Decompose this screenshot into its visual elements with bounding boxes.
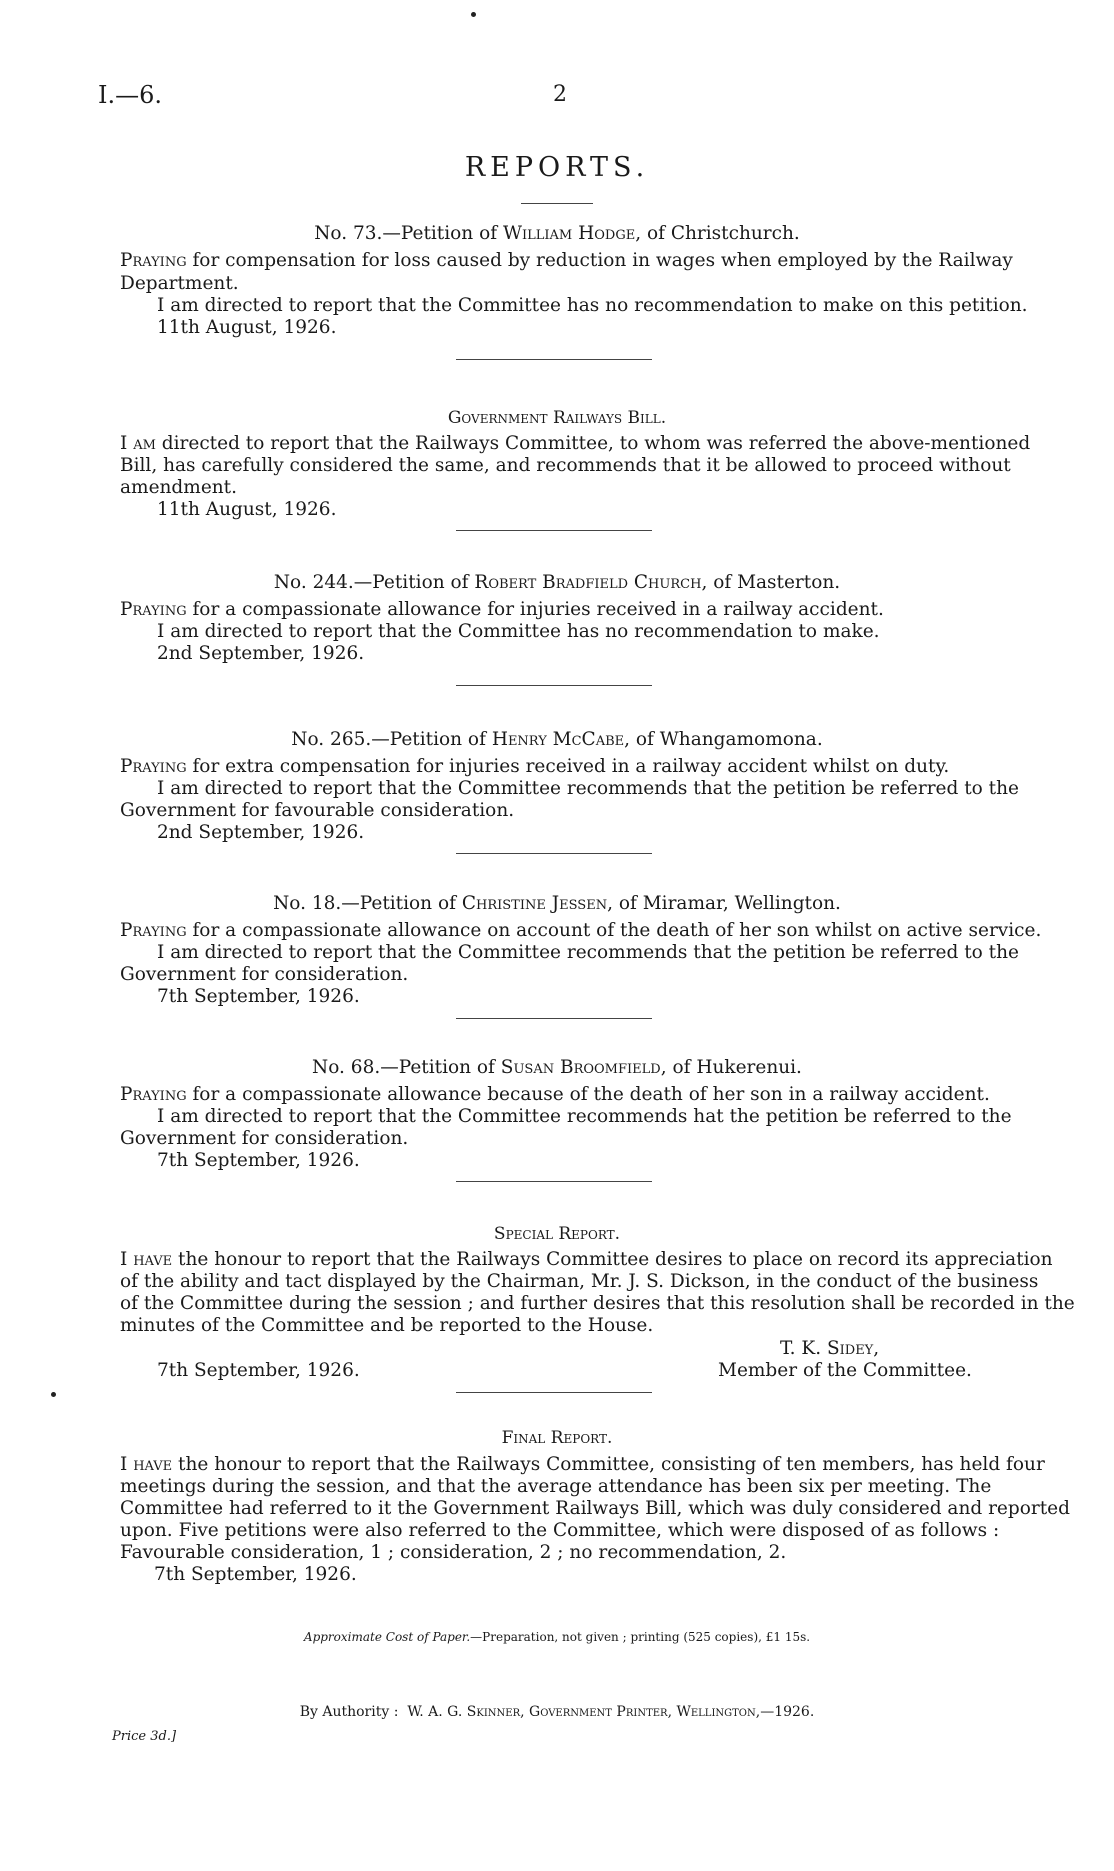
section-rule xyxy=(456,1018,652,1019)
report-line: I am directed to report that the Committee has no recommendation to make. xyxy=(157,621,880,642)
petition-number: No. 68.—Petition of xyxy=(312,1057,495,1078)
bill-line-3: amendment. xyxy=(120,477,237,498)
petitioner-name: Robert Bradfield Church xyxy=(474,572,702,593)
special-report-line-1 xyxy=(120,1250,1053,1270)
praying-text: for extra compensation for injuries received in a railway accident whilst on duty. xyxy=(186,756,950,777)
praying-line xyxy=(120,921,1041,941)
bill-heading: Government Railways Bill. xyxy=(447,408,667,428)
praying-text: for compensation for loss caused by reduction in wages when employed by the Railway xyxy=(186,250,1013,271)
price: Price 3d.] xyxy=(112,1729,177,1744)
praying-line xyxy=(120,600,884,620)
section-rule xyxy=(456,853,652,854)
report-line: I am directed to report that the Committee recommends that the petition be referred to the xyxy=(157,778,1019,799)
final-report-text: the honour to report that the Railways Committee, consisting of ten members, has held four xyxy=(172,1454,1045,1475)
cost-label: Approximate Cost of Paper. xyxy=(303,1630,471,1644)
praying-line xyxy=(120,1085,990,1105)
special-report-heading: Special Report. xyxy=(493,1224,621,1244)
report-date: 7th September, 1926. xyxy=(157,986,360,1007)
title-rule xyxy=(521,203,593,204)
section-rule xyxy=(456,1181,652,1182)
petitioner-place: , of Whangamomona. xyxy=(624,729,823,750)
signatory-role: Member of the Committee. xyxy=(718,1360,972,1381)
petitioner-place: , of Hukerenui. xyxy=(660,1057,802,1078)
praying-line xyxy=(120,757,949,777)
signatory-name: T. K. Sidey, xyxy=(780,1338,880,1359)
page-title: REPORTS. xyxy=(464,152,650,183)
cost-of-paper xyxy=(0,1627,1114,1647)
bill-lead: I am xyxy=(120,433,156,454)
final-report-line-1 xyxy=(120,1455,1045,1475)
authority-text: W. A. G. Skinner, Government Printer, Wellington,—1926. xyxy=(407,1704,815,1720)
report-line: I am directed to report that the Committee recommends that the petition be referred to the xyxy=(157,942,1019,963)
praying-lead: Praying xyxy=(120,250,187,271)
petitioner-place: , of Masterton. xyxy=(701,572,841,593)
print-mark-left xyxy=(51,1392,56,1397)
bill-line-1 xyxy=(120,434,1030,454)
petition-number: No. 265.—Petition of xyxy=(291,729,486,750)
praying-text: for a compassionate allowance for injuries received in a railway accident. xyxy=(186,599,884,620)
section-rule xyxy=(456,359,652,360)
bill-text: directed to report that the Railways Committee, to whom was referred the above-mentioned xyxy=(155,433,1031,454)
petitioner-place: , of Miramar, Wellington. xyxy=(607,893,841,914)
final-report-heading: Final Report. xyxy=(501,1428,613,1448)
report-line-2: Government for consideration. xyxy=(120,1128,409,1149)
praying-line-2: Department. xyxy=(120,273,239,294)
petition-heading-265 xyxy=(0,730,1114,750)
report-date: 2nd September, 1926. xyxy=(157,643,365,664)
praying-lead: Praying xyxy=(120,920,187,941)
report-date: 2nd September, 1926. xyxy=(157,822,365,843)
petition-heading-68 xyxy=(0,1058,1114,1078)
report-line-2: Government for consideration. xyxy=(120,964,409,985)
petition-heading-18 xyxy=(0,894,1114,914)
report-date: 7th September, 1926. xyxy=(157,1150,360,1171)
final-report-date: 7th September, 1926. xyxy=(154,1564,357,1585)
special-report-date: 7th September, 1926. xyxy=(157,1360,360,1381)
bill-line-2: Bill, has carefully considered the same, and recommends that it be allowed to proceed without xyxy=(120,455,1011,476)
section-rule xyxy=(456,1392,652,1393)
praying-text: for a compassionate allowance because of the death of her son in a railway accident. xyxy=(186,1084,990,1105)
report-line: I am directed to report that the Committee recommends hat the petition be referred to the xyxy=(157,1106,1012,1127)
petition-heading-244 xyxy=(0,573,1114,593)
petitioner-name: Susan Broomfield xyxy=(500,1057,661,1078)
authority-label: By Authority : xyxy=(299,1704,399,1720)
special-report-line-3: of the Committee during the session ; and further desires that this resolution shall be recorded in the xyxy=(120,1293,1075,1314)
printer-authority xyxy=(0,1702,1114,1722)
special-report-text: the honour to report that the Railways Committee desires to place on record its appreciation xyxy=(172,1249,1053,1270)
report-line-2: Government for favourable consideration. xyxy=(120,800,515,821)
petitioner-name: Christine Jessen xyxy=(461,893,608,914)
praying-text: for a compassionate allowance on account of the death of her son whilst on active service. xyxy=(186,920,1042,941)
petition-number: No. 244.—Petition of xyxy=(273,572,469,593)
final-report-line-5: Favourable consideration, 1 ; consideration, 2 ; no recommendation, 2. xyxy=(120,1542,787,1563)
report-line: I am directed to report that the Committee has no recommendation to make on this petition. xyxy=(157,295,1028,316)
section-rule xyxy=(456,530,652,531)
petition-number: No. 73.—Petition of xyxy=(314,223,498,244)
petition-number: No. 18.—Petition of xyxy=(273,893,456,914)
bill-date: 11th August, 1926. xyxy=(157,499,337,520)
petitioner-name: William Hodge xyxy=(502,223,636,244)
special-report-line-4: minutes of the Committee and be reported to the House. xyxy=(120,1315,654,1336)
petitioner-place: , of Christchurch. xyxy=(635,223,800,244)
print-mark-top xyxy=(471,12,476,17)
special-report-line-2: of the ability and tact displayed by the Chairman, Mr. J. S. Dickson, in the conduct of the business xyxy=(120,1271,1039,1292)
report-date: 11th August, 1926. xyxy=(157,317,337,338)
praying-lead: Praying xyxy=(120,756,187,777)
praying-lead: Praying xyxy=(120,1084,187,1105)
final-report-line-3: Committee had referred to it the Government Railways Bill, which was duly considered and reported xyxy=(120,1498,1070,1519)
cost-text: —Preparation, not given ; printing (525 copies), £1 15s. xyxy=(470,1630,811,1644)
special-report-lead: I have xyxy=(120,1249,173,1270)
petitioner-name: Henry McCabe xyxy=(491,729,625,750)
page-number: 2 xyxy=(553,82,567,107)
section-rule xyxy=(456,685,652,686)
final-report-line-2: meetings during the session, and that the average attendance has been six per meeting. The xyxy=(120,1476,992,1497)
petition-heading-73 xyxy=(0,224,1114,244)
final-report-lead: I have xyxy=(120,1454,173,1475)
praying-line xyxy=(120,251,1013,271)
paper-reference: I.—6. xyxy=(98,81,163,109)
final-report-line-4: upon. Five petitions were also referred to the Committee, which were disposed of as follows : xyxy=(120,1520,1000,1541)
praying-lead: Praying xyxy=(120,599,187,620)
